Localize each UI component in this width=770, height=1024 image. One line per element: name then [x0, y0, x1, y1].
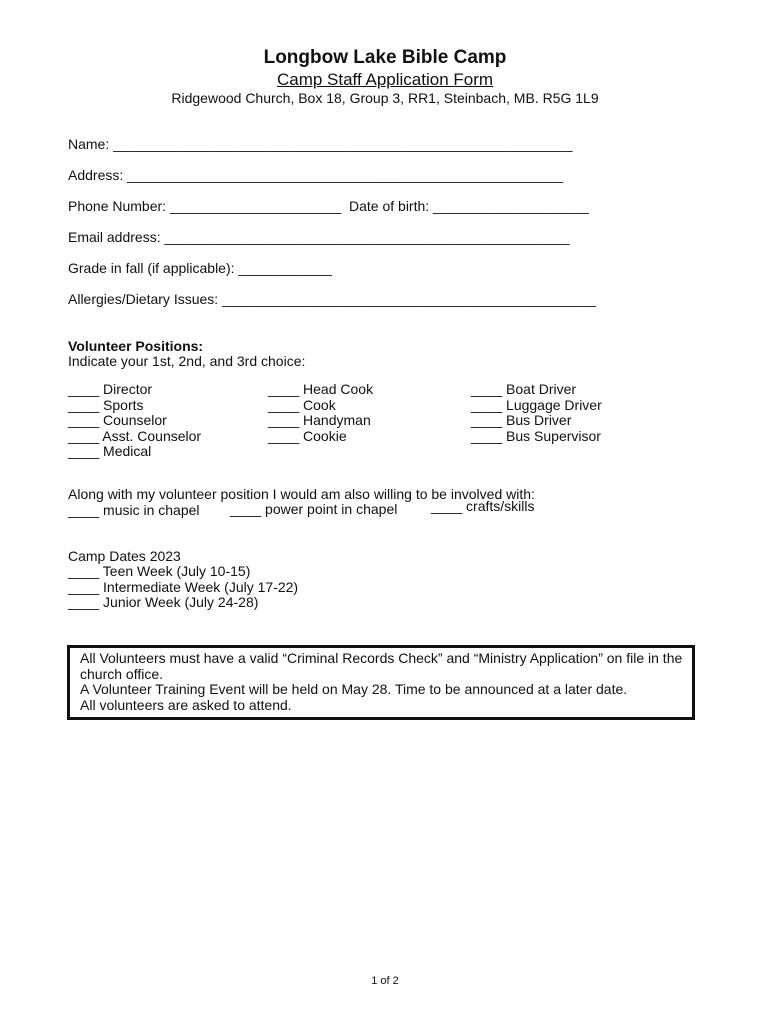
positions-column-1 [68, 382, 201, 460]
allergies-field[interactable]: Allergies/Dietary Issues: ________________________________________________ [68, 291, 596, 307]
extra-option-crafts[interactable]: ____ crafts/skills [431, 498, 535, 514]
date-option[interactable]: ____ Junior Week (July 24-28) [68, 594, 259, 611]
positions-instruction: Indicate your 1st, 2nd, and 3rd choice: [68, 353, 306, 369]
positions-column-2 [268, 382, 373, 444]
positions-column-3 [471, 382, 602, 444]
date-option[interactable]: ____ Teen Week (July 10-15) [68, 563, 251, 579]
page-number: 1 of 2 [371, 975, 399, 987]
position-option[interactable]: ____ Head Cook [268, 381, 374, 397]
dob-field[interactable]: Date of birth: ____________________ [349, 198, 589, 214]
church-address: Ridgewood Church, Box 18, Group 3, RR1, Steinbach, MB. R5G 1L9 [171, 90, 599, 106]
form-title: Camp Staff Application Form [276, 70, 494, 89]
position-option[interactable]: ____ Luggage Driver [471, 396, 602, 413]
position-option[interactable]: ____ Handyman [268, 412, 371, 429]
position-option[interactable]: ____ Bus Driver [471, 412, 572, 429]
date-option[interactable]: ____ Intermediate Week (July 17-22) [68, 578, 299, 595]
position-option[interactable]: ____ Counselor [68, 412, 167, 429]
extra-option-music[interactable]: ____ music in chapel [68, 502, 200, 518]
notice-attendance: All volunteers are asked to attend. [80, 696, 292, 713]
email-field[interactable]: Email address: ____________________________________________________ [68, 229, 570, 245]
position-option[interactable]: ____ Cookie [268, 427, 347, 444]
position-option[interactable]: ____ Cook [268, 396, 336, 413]
dates-heading: Camp Dates 2023 [68, 548, 181, 564]
position-option[interactable]: ____ Bus Supervisor [471, 427, 601, 444]
notice-requirement: All Volunteers must have a valid “Criminal Records Check” and “Ministry Application” on file in the church office. [80, 650, 683, 682]
position-option[interactable]: ____ Boat Driver [471, 381, 577, 397]
grade-field[interactable]: Grade in fall (if applicable): ____________ [68, 260, 332, 276]
position-option[interactable]: ____ Medical [68, 443, 152, 460]
name-field[interactable]: Name: ___________________________________________________________ [68, 136, 573, 152]
position-option[interactable]: ____ Director [68, 381, 153, 397]
camp-title: Longbow Lake Bible Camp [263, 47, 507, 68]
address-field[interactable]: Address: ________________________________________________________ [68, 167, 564, 183]
extra-option-powerpoint[interactable]: ____ power point in chapel [230, 501, 398, 517]
position-option[interactable]: ____ Asst. Counselor [68, 427, 202, 444]
positions-heading: Volunteer Positions: [68, 338, 204, 354]
extras-intro: Along with my volunteer position I would am also willing to be involved with: [68, 486, 535, 502]
notice-training: A Volunteer Training Event will be held on May 28. Time to be announced at a later date. [80, 681, 628, 697]
position-option[interactable]: ____ Sports [68, 396, 144, 413]
notice-box [67, 645, 695, 720]
dates-list [68, 564, 298, 611]
phone-field[interactable]: Phone Number: ______________________ [68, 198, 342, 214]
